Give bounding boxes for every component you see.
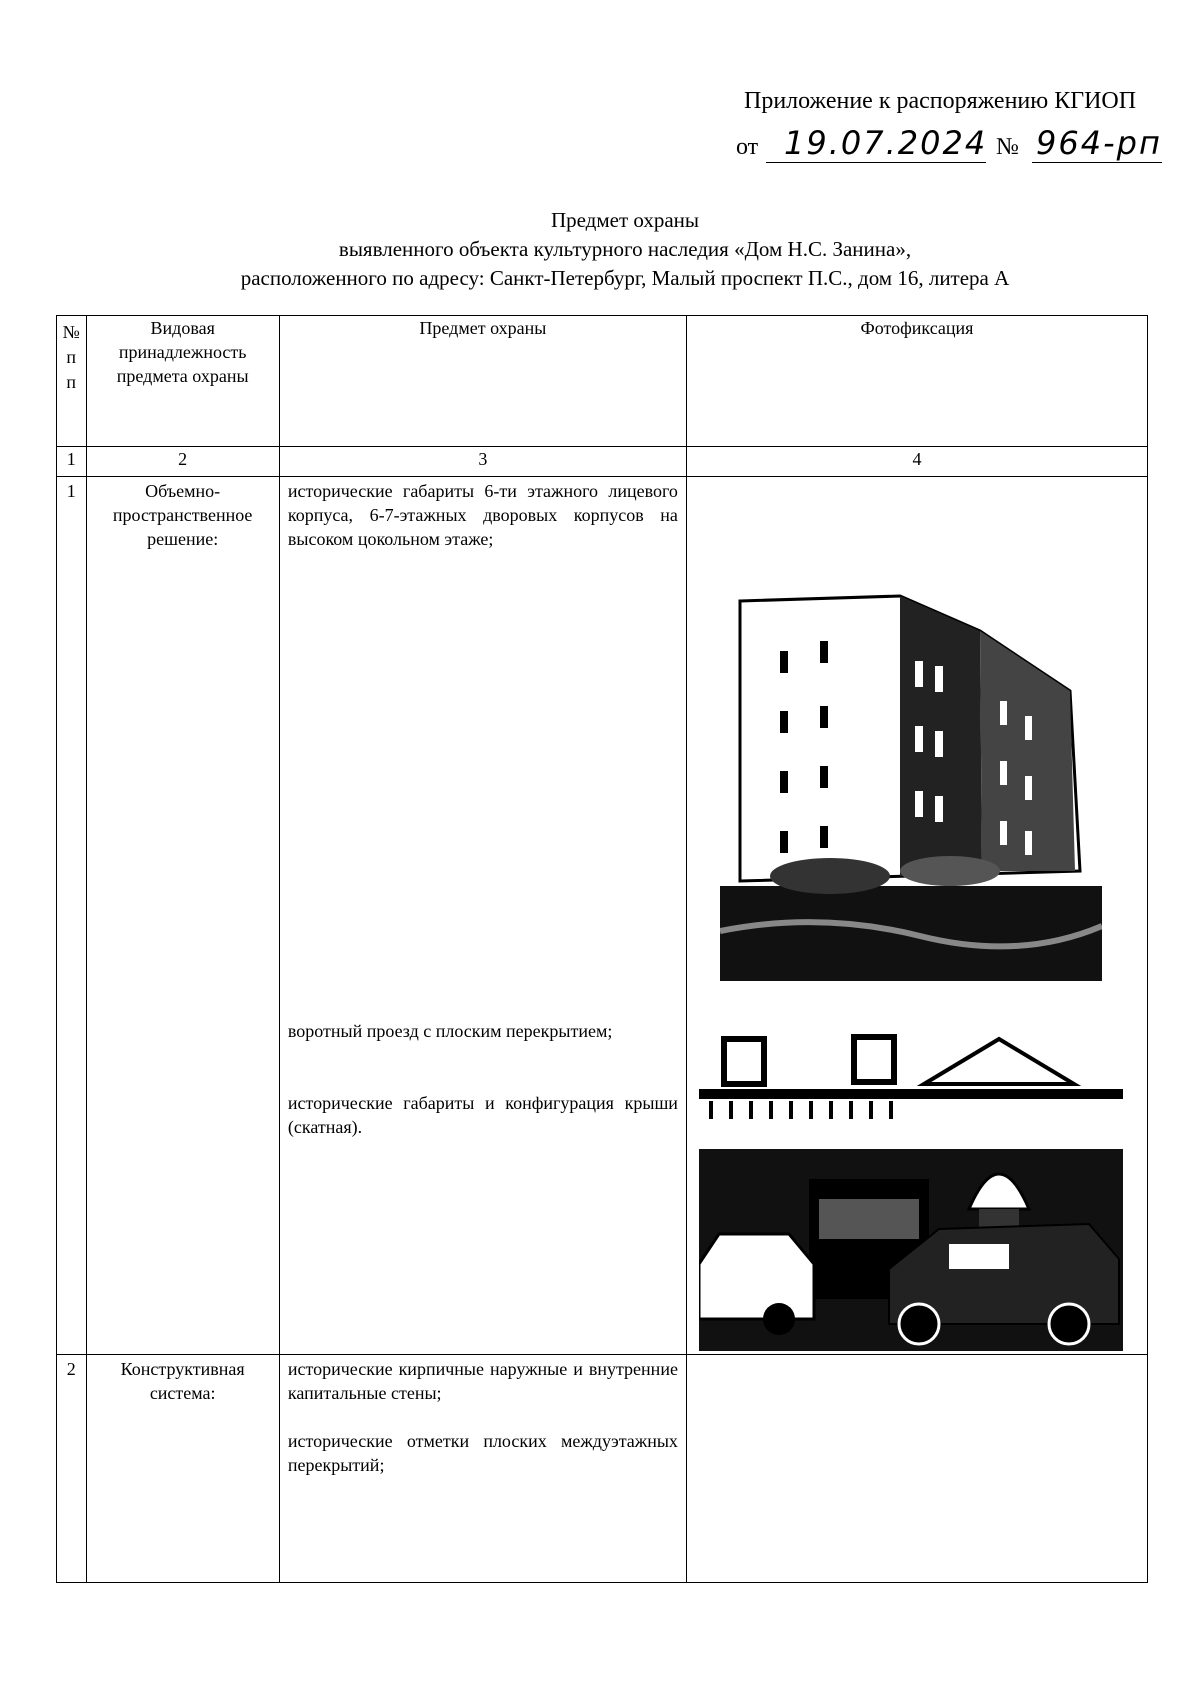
subject-item: исторические габариты и конфигурация крыши (скатная). xyxy=(287,1093,678,1137)
building-facade-photo xyxy=(720,541,1102,981)
title-line-2: выявленного объекта культурного наследия «Дом Н.С. Занина», xyxy=(338,237,912,261)
title-line-3: расположенного по адресу: Санкт-Петербург, Малый проспект П.С., дом 16, литера А xyxy=(240,266,1010,290)
subject-item: воротный проезд с плоским перекрытием; xyxy=(287,1021,613,1041)
protection-subject-table xyxy=(56,315,1148,1583)
subject-item: исторические отметки плоских междуэтажных перекрытий; xyxy=(287,1431,678,1475)
subject-item: исторические габариты 6-ти этажного лицевого корпуса, 6-7-этажных дворовых корпусов на высоком цокольном этаже; xyxy=(287,481,678,549)
row-subject-cell xyxy=(279,477,686,1355)
row-type: Объемно-пространственное решение: xyxy=(86,477,279,1355)
table-header-row xyxy=(57,316,1148,447)
row-num: 2 xyxy=(57,1355,87,1583)
handwritten-date: 19.07.2024 xyxy=(784,124,988,162)
row-photo-cell xyxy=(686,477,1147,1355)
index-cell: 2 xyxy=(86,447,279,477)
index-cell: 4 xyxy=(686,447,1147,477)
row-subject-cell xyxy=(279,1355,686,1583)
date-underline xyxy=(766,162,986,163)
header-num: № п п xyxy=(57,316,87,447)
header-subject: Предмет охраны xyxy=(279,316,686,447)
gateway-photo xyxy=(699,1029,1123,1351)
handwritten-number: 964-рп xyxy=(1036,124,1162,162)
row-num: 1 xyxy=(57,477,87,1355)
ot-label: от xyxy=(736,134,759,160)
table-row xyxy=(57,1355,1148,1583)
appendix-label: Приложение к распоряжению КГИОП xyxy=(744,88,1137,114)
index-cell: 3 xyxy=(279,447,686,477)
title-line-1: Предмет охраны xyxy=(550,208,700,232)
date-number-line xyxy=(736,124,1176,168)
row-photo-cell xyxy=(686,1355,1147,1583)
header-photo: Фотофиксация xyxy=(686,316,1147,447)
row-type: Конструктивная система: xyxy=(86,1355,279,1583)
document-title xyxy=(0,206,1200,293)
index-cell: 1 xyxy=(57,447,87,477)
number-underline xyxy=(1032,162,1162,163)
number-label: № xyxy=(996,134,1019,160)
index-row xyxy=(57,447,1148,477)
subject-item: исторические кирпичные наружные и внутренние капитальные стены; xyxy=(287,1359,678,1403)
table-row xyxy=(57,477,1148,1355)
header-type: Видовая принадлежность предмета охраны xyxy=(86,316,279,447)
